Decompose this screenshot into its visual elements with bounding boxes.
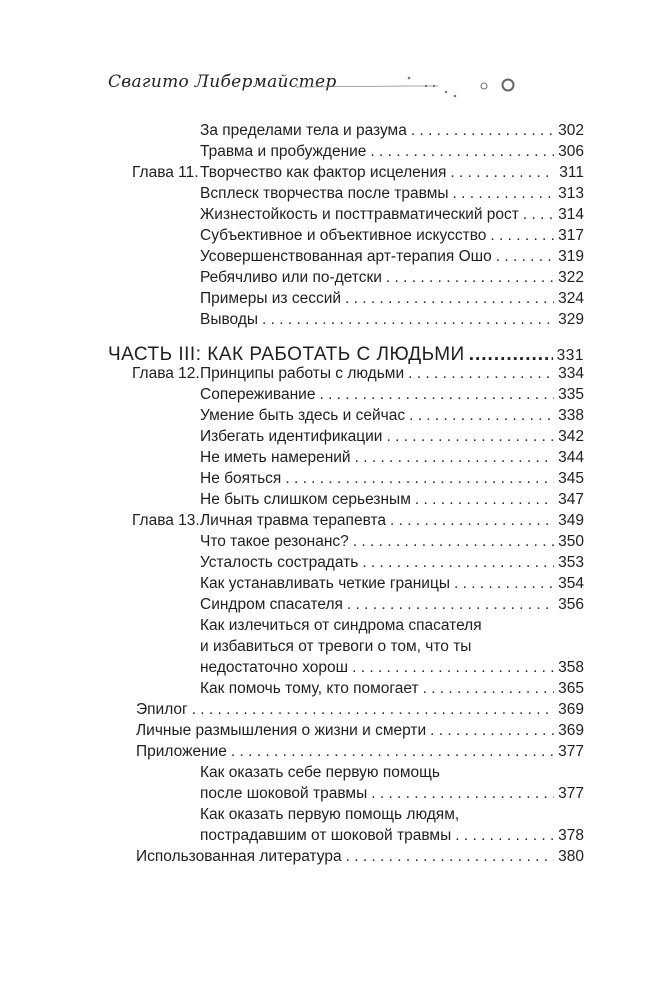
page-number: 311 <box>559 164 584 181</box>
toc-entry[interactable]: Усовершенствованная арт-терапия Ошо . . . 319 <box>200 247 584 267</box>
page-number: 349 <box>558 512 584 529</box>
toc-entry[interactable]: Не бояться . . . 345 <box>200 469 584 489</box>
page-number: 306 <box>558 143 584 160</box>
toc-entry[interactable]: после шоковой травмы . . . 377 <box>200 784 584 804</box>
page-number: 358 <box>558 659 584 676</box>
toc-entry-chapter[interactable]: Принципы работы с людьми . . . 334 <box>200 364 584 384</box>
toc-entry[interactable]: Усталость сострадать . . . 353 <box>200 553 584 573</box>
toc-entry-chapter[interactable]: Личная травма терапевта . . . 349 <box>200 511 584 531</box>
page-number: 369 <box>558 701 584 718</box>
toc-entry[interactable]: Синдром спасателя . . . 356 <box>200 595 584 615</box>
page-number: 334 <box>558 365 584 382</box>
toc-entry-line[interactable]: Как оказать себе первую помощь <box>200 764 440 781</box>
toc-part-heading[interactable]: ЧАСТЬ III: КАК РАБОТАТЬ С ЛЮДЬМИ ..... 331 <box>108 343 584 367</box>
toc-entry[interactable]: Как помочь тому, кто помогает . . . 365 <box>200 679 584 699</box>
toc-entry[interactable]: Сопереживание . . . 335 <box>200 385 584 405</box>
page-number: 314 <box>558 206 584 223</box>
page-number: 377 <box>558 743 584 760</box>
page-number: 369 <box>558 722 584 739</box>
page-number: 365 <box>558 680 584 697</box>
page-number: 331 <box>556 347 584 364</box>
chapter-number: Глава 12. <box>132 365 200 382</box>
toc-entry[interactable]: Жизнестойкость и посттравматический рост . . . 314 <box>200 205 584 225</box>
toc-entry[interactable]: Умение быть здесь и сейчас . . . 338 <box>200 406 584 426</box>
page-number: 317 <box>558 227 584 244</box>
toc-entry[interactable]: Что такое резонанс? . . . 350 <box>200 532 584 552</box>
toc-entry[interactable]: недостаточно хорош . . . 358 <box>200 658 584 678</box>
page-number: 302 <box>558 122 584 139</box>
page-number: 324 <box>558 290 584 307</box>
toc-entry[interactable]: Избегать идентификации . . . 342 <box>200 427 584 447</box>
page-number: 344 <box>558 449 584 466</box>
page-number: 313 <box>558 185 584 202</box>
page-number: 345 <box>558 470 584 487</box>
toc-entry-section[interactable]: Использованная литература . . . 380 <box>136 847 584 867</box>
toc-entry-chapter[interactable]: Творчество как фактор исцеления . . . 311 <box>200 163 584 183</box>
page-number: 338 <box>558 407 584 424</box>
page-number: 353 <box>558 554 584 571</box>
page-number: 354 <box>558 575 584 592</box>
toc-entry[interactable]: Как устанавливать четкие границы . . . 354 <box>200 574 584 594</box>
chapter-number: Глава 13. <box>132 512 200 529</box>
toc-entry[interactable]: Ребячливо или по-детски . . . 322 <box>200 268 584 288</box>
page-number: 347 <box>558 491 584 508</box>
page-number: 380 <box>558 848 584 865</box>
page-number: 356 <box>558 596 584 613</box>
toc-entry[interactable]: Примеры из сессий . . . 324 <box>200 289 584 309</box>
toc-entry[interactable]: Не иметь намерений . . . 344 <box>200 448 584 468</box>
page-number: 378 <box>558 827 584 844</box>
toc-entry-line[interactable]: Как оказать первую помощь людям, <box>200 806 460 823</box>
page-number: 350 <box>558 533 584 550</box>
toc-entry[interactable]: За пределами тела и разума . . . 302 <box>200 121 584 141</box>
toc-entry-line[interactable]: Как излечиться от синдрома спасателя <box>200 617 482 634</box>
page-number: 322 <box>558 269 584 286</box>
chapter-number: Глава 11. <box>132 164 199 181</box>
toc-entry[interactable]: Выводы . . . 329 <box>200 310 584 330</box>
page-number: 377 <box>558 785 584 802</box>
toc-entry-section[interactable]: Личные размышления о жизни и смерти . . . 369 <box>136 721 584 741</box>
page-number: 342 <box>558 428 584 445</box>
toc-entry-line[interactable]: и избавиться от тревоги о том, что ты <box>200 638 472 655</box>
page-number: 319 <box>558 248 584 265</box>
page-number: 329 <box>558 311 584 328</box>
toc-entry[interactable]: пострадавшим от шоковой травмы . . . 378 <box>200 826 584 846</box>
author-name: Свагито Либермайстер <box>108 72 337 92</box>
toc-entry[interactable]: Не быть слишком серьезным . . . 347 <box>200 490 584 510</box>
toc-entry-section[interactable]: Эпилог . . . 369 <box>136 700 584 720</box>
page-number: 335 <box>558 386 584 403</box>
running-header <box>108 72 628 106</box>
toc-entry-section[interactable]: Приложение . . . 377 <box>136 742 584 762</box>
header-ornament <box>108 72 628 106</box>
toc-entry[interactable]: Субъективное и объективное искусство . . . 317 <box>200 226 584 246</box>
toc-entry[interactable]: Всплеск творчества после травмы . . . 313 <box>200 184 584 204</box>
toc-entry[interactable]: Травма и пробуждение . . . 306 <box>200 142 584 162</box>
